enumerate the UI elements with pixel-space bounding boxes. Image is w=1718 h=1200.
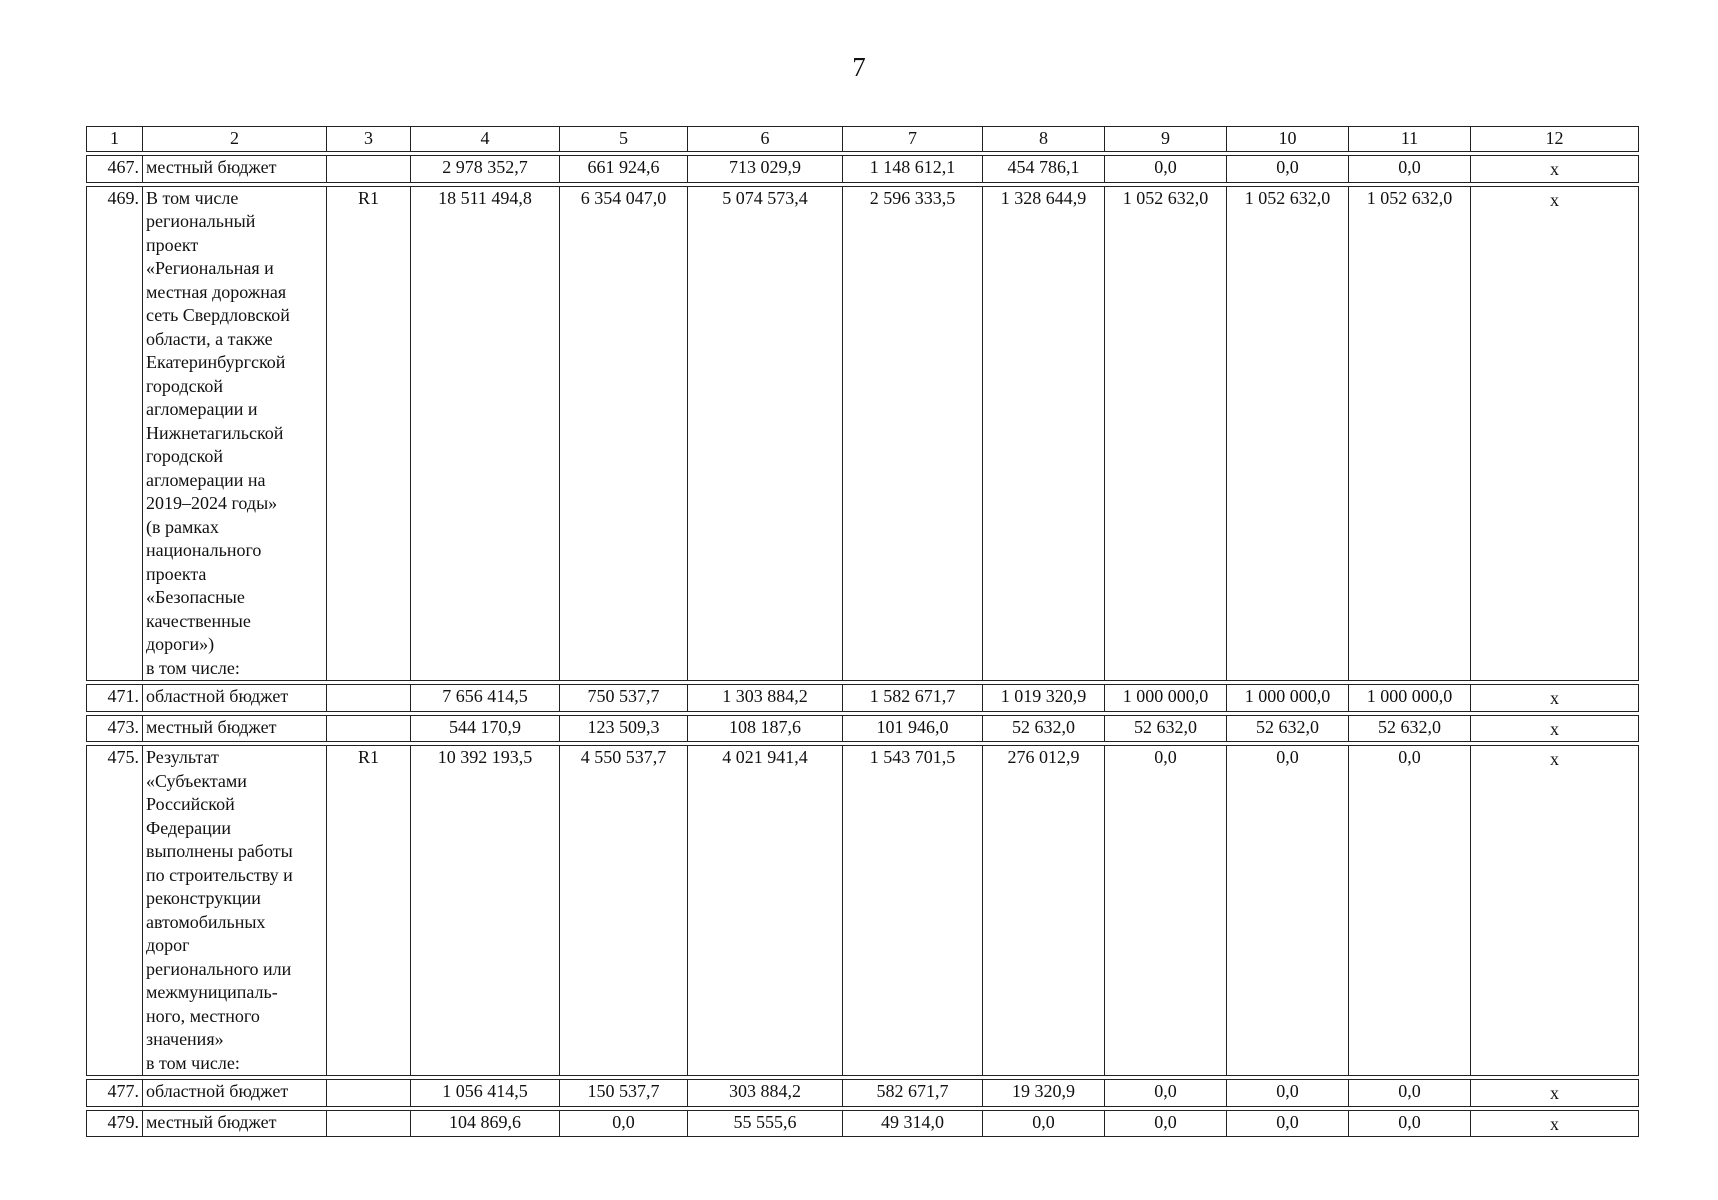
description-line: национального bbox=[146, 540, 262, 560]
row-description bbox=[143, 1110, 327, 1137]
value-cell: 7 656 414,5 bbox=[411, 685, 560, 712]
description-line: в том числе: bbox=[146, 657, 240, 678]
value-cell: 5 074 573,4 bbox=[688, 186, 843, 681]
value-cell: 101 946,0 bbox=[843, 715, 983, 742]
value-cell: 0,0 bbox=[1349, 746, 1471, 1076]
row-number: 479. bbox=[87, 1110, 143, 1137]
value-cell: 4 021 941,4 bbox=[688, 746, 843, 1076]
row-code: R1 bbox=[327, 186, 411, 681]
value-cell: 52 632,0 bbox=[1105, 715, 1227, 742]
value-cell: 276 012,9 bbox=[983, 746, 1105, 1076]
row-mark bbox=[1471, 746, 1639, 1076]
value-cell: 2 596 333,5 bbox=[843, 186, 983, 681]
value-cell: 1 019 320,9 bbox=[983, 685, 1105, 712]
value-cell: 1 328 644,9 bbox=[983, 186, 1105, 681]
header-cell: 4 bbox=[411, 127, 560, 152]
value-cell: 0,0 bbox=[1105, 1110, 1227, 1137]
row-mark bbox=[1471, 685, 1639, 712]
description-line: агломерации на bbox=[146, 469, 266, 490]
value-cell: 1 052 632,0 bbox=[1349, 186, 1471, 681]
row-number: 473. bbox=[87, 715, 143, 742]
description-line: (в рамках bbox=[146, 516, 219, 537]
row-code bbox=[327, 1110, 411, 1137]
value-cell: 454 786,1 bbox=[983, 156, 1105, 183]
value-cell: 123 509,3 bbox=[560, 715, 688, 742]
description-line: местная дорожная bbox=[146, 281, 287, 302]
header-cell: 1 bbox=[87, 127, 143, 152]
value-cell: 49 314,0 bbox=[843, 1110, 983, 1137]
value-cell: 0,0 bbox=[1349, 156, 1471, 183]
x-mark: x bbox=[1550, 189, 1559, 210]
header-cell: 6 bbox=[688, 127, 843, 152]
description-line: ного, местного bbox=[146, 1005, 260, 1026]
value-cell: 713 029,9 bbox=[688, 156, 843, 183]
x-mark: x bbox=[1550, 718, 1559, 739]
description-line: выполнены работы bbox=[146, 841, 293, 861]
description-line: межмуниципаль- bbox=[146, 982, 278, 1002]
row-code: R1 bbox=[327, 746, 411, 1076]
header-cell: 12 bbox=[1471, 127, 1639, 152]
x-mark: x bbox=[1550, 688, 1559, 708]
value-cell: 0,0 bbox=[983, 1110, 1105, 1137]
value-cell: 0,0 bbox=[1227, 1110, 1349, 1137]
value-cell: 19 320,9 bbox=[983, 1080, 1105, 1107]
table-row bbox=[87, 715, 1639, 742]
value-cell: 52 632,0 bbox=[983, 715, 1105, 742]
value-cell: 108 187,6 bbox=[688, 715, 843, 742]
row-description bbox=[143, 156, 327, 183]
value-cell: 1 000 000,0 bbox=[1227, 685, 1349, 712]
row-code bbox=[327, 685, 411, 712]
value-cell: 150 537,7 bbox=[560, 1080, 688, 1107]
value-cell: 1 052 632,0 bbox=[1227, 186, 1349, 681]
value-cell: 0,0 bbox=[560, 1110, 688, 1137]
description-line: Российской bbox=[146, 794, 235, 814]
header-cell: 2 bbox=[143, 127, 327, 152]
value-cell: 104 869,6 bbox=[411, 1110, 560, 1137]
value-cell: 1 052 632,0 bbox=[1105, 186, 1227, 681]
description-line: В том числе bbox=[146, 187, 239, 208]
row-code bbox=[327, 715, 411, 742]
description-line: «Региональная и bbox=[146, 258, 274, 278]
description-line: «Безопасные bbox=[146, 587, 245, 607]
row-description bbox=[143, 1080, 327, 1107]
row-number: 475. bbox=[87, 746, 143, 1076]
value-cell: 1 303 884,2 bbox=[688, 685, 843, 712]
description-line: в том числе: bbox=[146, 1052, 240, 1073]
value-cell: 10 392 193,5 bbox=[411, 746, 560, 1076]
value-cell: 18 511 494,8 bbox=[411, 186, 560, 681]
header-cell: 8 bbox=[983, 127, 1105, 152]
description-line: Результат bbox=[146, 747, 219, 767]
description-line: регионального или bbox=[146, 958, 292, 979]
header-row bbox=[87, 127, 1639, 152]
row-mark bbox=[1471, 1080, 1639, 1107]
value-cell: 0,0 bbox=[1227, 156, 1349, 183]
description-line: местный бюджет bbox=[146, 157, 277, 177]
value-cell: 0,0 bbox=[1105, 746, 1227, 1076]
header-cell: 7 bbox=[843, 127, 983, 152]
description-line: городской bbox=[146, 375, 224, 396]
table-row bbox=[87, 746, 1639, 1076]
table-body bbox=[87, 127, 1639, 1137]
description-line: проект bbox=[146, 234, 199, 255]
header-cell: 9 bbox=[1105, 127, 1227, 152]
description-line: дороги») bbox=[146, 634, 215, 654]
value-cell: 1 056 414,5 bbox=[411, 1080, 560, 1107]
table-row bbox=[87, 156, 1639, 183]
description-line: городской bbox=[146, 446, 224, 466]
row-description bbox=[143, 715, 327, 742]
description-line: значения» bbox=[146, 1029, 224, 1049]
table-row bbox=[87, 186, 1639, 681]
description-line: по строительству и bbox=[146, 864, 293, 885]
value-cell: 661 924,6 bbox=[560, 156, 688, 183]
description-line: области, а также bbox=[146, 328, 273, 349]
value-cell: 0,0 bbox=[1227, 746, 1349, 1076]
table-row bbox=[87, 1110, 1639, 1137]
description-line: «Субъектами bbox=[146, 770, 247, 791]
value-cell: 6 354 047,0 bbox=[560, 186, 688, 681]
description-line: автомобильных bbox=[146, 911, 266, 932]
value-cell: 750 537,7 bbox=[560, 685, 688, 712]
header-cell: 10 bbox=[1227, 127, 1349, 152]
description-line: 2019–2024 годы» bbox=[146, 493, 278, 513]
row-description bbox=[143, 746, 327, 1076]
value-cell: 1 000 000,0 bbox=[1349, 685, 1471, 712]
row-code bbox=[327, 156, 411, 183]
table-row bbox=[87, 685, 1639, 712]
description-line: агломерации и bbox=[146, 399, 258, 419]
value-cell: 0,0 bbox=[1227, 1080, 1349, 1107]
row-mark bbox=[1471, 715, 1639, 742]
description-line: дорог bbox=[146, 935, 190, 955]
value-cell: 4 550 537,7 bbox=[560, 746, 688, 1076]
x-mark: x bbox=[1550, 1113, 1559, 1134]
value-cell: 52 632,0 bbox=[1349, 715, 1471, 742]
row-mark bbox=[1471, 156, 1639, 183]
value-cell: 55 555,6 bbox=[688, 1110, 843, 1137]
description-line: реконструкции bbox=[146, 888, 261, 908]
value-cell: 303 884,2 bbox=[688, 1080, 843, 1107]
description-line: областной бюджет bbox=[146, 686, 289, 706]
row-mark bbox=[1471, 1110, 1639, 1137]
description-line: Нижнетагильской bbox=[146, 422, 284, 443]
description-line: Федерации bbox=[146, 817, 232, 838]
row-number: 477. bbox=[87, 1080, 143, 1107]
value-cell: 2 978 352,7 bbox=[411, 156, 560, 183]
row-mark bbox=[1471, 186, 1639, 681]
page-number: 7 bbox=[852, 52, 866, 82]
value-cell: 0,0 bbox=[1105, 1080, 1227, 1107]
description-line: Екатеринбургской bbox=[146, 352, 286, 372]
row-number: 471. bbox=[87, 685, 143, 712]
description-line: качественные bbox=[146, 610, 251, 631]
value-cell: 52 632,0 bbox=[1227, 715, 1349, 742]
description-line: местный бюджет bbox=[146, 1111, 277, 1132]
value-cell: 0,0 bbox=[1349, 1080, 1471, 1107]
value-cell: 1 000 000,0 bbox=[1105, 685, 1227, 712]
x-mark: x bbox=[1550, 749, 1559, 769]
x-mark: x bbox=[1550, 1083, 1559, 1103]
value-cell: 1 582 671,7 bbox=[843, 685, 983, 712]
value-cell: 582 671,7 bbox=[843, 1080, 983, 1107]
budget-table bbox=[86, 126, 1639, 1137]
description-line: проекта bbox=[146, 563, 207, 584]
value-cell: 1 543 701,5 bbox=[843, 746, 983, 1076]
table-row bbox=[87, 1080, 1639, 1107]
header-cell: 11 bbox=[1349, 127, 1471, 152]
value-cell: 0,0 bbox=[1349, 1110, 1471, 1137]
row-description bbox=[143, 685, 327, 712]
description-line: местный бюджет bbox=[146, 716, 277, 737]
description-line: сеть Свердловской bbox=[146, 305, 290, 325]
value-cell: 544 170,9 bbox=[411, 715, 560, 742]
row-number: 469. bbox=[87, 186, 143, 681]
value-cell: 0,0 bbox=[1105, 156, 1227, 183]
row-code bbox=[327, 1080, 411, 1107]
description-line: областной бюджет bbox=[146, 1081, 289, 1101]
row-description bbox=[143, 186, 327, 681]
row-number: 467. bbox=[87, 156, 143, 183]
header-cell: 5 bbox=[560, 127, 688, 152]
description-line: региональный bbox=[146, 211, 256, 231]
x-mark: x bbox=[1550, 159, 1559, 179]
value-cell: 1 148 612,1 bbox=[843, 156, 983, 183]
header-cell: 3 bbox=[327, 127, 411, 152]
